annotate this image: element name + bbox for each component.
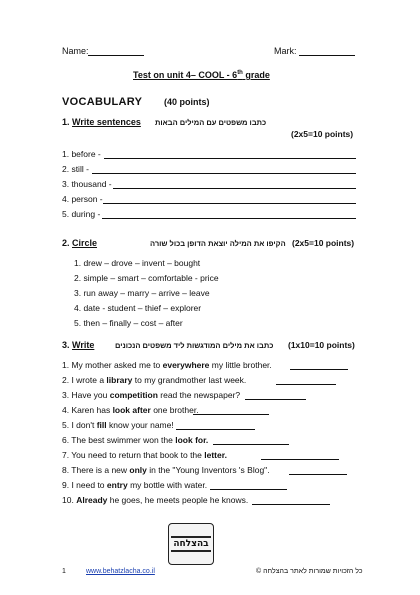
copyright-notice: כל הזכויות שמורות לאתר בהצלחה © <box>256 568 363 575</box>
section3-number: 3. <box>62 340 70 350</box>
section3-sentence: 8. There is a new only in the "Young Inventors 's Blog". <box>62 465 270 475</box>
answer-line[interactable] <box>290 369 348 370</box>
answer-line[interactable] <box>276 384 336 385</box>
section3-sentence: 9. I need to entry my bottle with water. <box>62 480 208 490</box>
vocabulary-heading: VOCABULARY <box>62 96 143 108</box>
page-title: Test on unit 4– COOL - 6th grade <box>133 70 270 80</box>
section2-list-item: 1. drew – drove – invent – bought <box>74 258 201 268</box>
behatzlacha-logo: בהצלחה <box>168 523 214 565</box>
mark-label: Mark: <box>274 46 297 56</box>
section3-sentence: 6. The best swimmer won the look for. <box>62 435 209 445</box>
section3-sentence: 7. You need to return that book to the letter. <box>62 450 227 460</box>
vocabulary-points: (40 points) <box>164 97 210 107</box>
section2-points: (2x5=10 points) <box>292 238 355 248</box>
section2-number: 2. <box>62 238 70 248</box>
section3-hebrew-instruction: כתבו את מילים המודגשות ליד משפטים הנכונים <box>115 341 274 350</box>
section2-list-item: 3. run away – marry – arrive – leave <box>74 288 210 298</box>
answer-line[interactable] <box>261 459 339 460</box>
section1-item-label: 5. during - <box>62 209 101 219</box>
mark-field[interactable] <box>299 55 355 56</box>
section1-item-label: 3. thousand - <box>62 179 112 189</box>
answer-line[interactable] <box>92 173 356 174</box>
section3-sentence: 5. I don't fill know your name! <box>62 420 174 430</box>
answer-line[interactable] <box>252 504 330 505</box>
page-number: 1 <box>62 568 66 575</box>
answer-line[interactable] <box>213 444 289 445</box>
answer-line[interactable] <box>103 203 356 204</box>
section2-list-item: 5. then – finally – cost – after <box>74 318 183 328</box>
section1-item-label: 4. person - <box>62 194 103 204</box>
section2-title: Circle <box>72 238 98 248</box>
name-field[interactable] <box>88 55 144 56</box>
answer-line[interactable] <box>210 489 287 490</box>
section3-sentence: 2. I wrote a library to my grandmother last week. <box>62 375 247 385</box>
section1-title: Write sentences <box>72 117 141 127</box>
section2-list-item: 2. simple – smart – comfortable - price <box>74 273 219 283</box>
answer-line[interactable] <box>104 158 356 159</box>
answer-line[interactable] <box>102 218 356 219</box>
section3-sentence: 10. Already he goes, he meets people he knows. <box>62 495 249 505</box>
website-link[interactable]: www.behatzlacha.co.il <box>86 568 155 575</box>
section1-item-label: 1. before - <box>62 149 101 159</box>
answer-line[interactable] <box>193 414 269 415</box>
section1-number: 1. <box>62 117 70 127</box>
answer-line[interactable] <box>176 429 255 430</box>
section3-sentence: 4. Karen has look after one brother. <box>62 405 199 415</box>
answer-line[interactable] <box>289 474 347 475</box>
answer-line[interactable] <box>245 399 306 400</box>
name-label: Name: <box>62 46 89 56</box>
answer-line[interactable] <box>113 188 356 189</box>
section1-item-label: 2. still - <box>62 164 89 174</box>
section1-points: (2x5=10 points) <box>291 129 354 139</box>
section2-list-item: 4. date - student – thief – explorer <box>74 303 202 313</box>
section2-hebrew-instruction: הקיפו את המילה יוצאת הדופן בכול שורה <box>150 239 286 248</box>
section1-hebrew-instruction: כתבו משפטים עם המילים הבאות <box>155 118 267 127</box>
section3-sentence: 1. My mother asked me to everywhere my little brother. <box>62 360 272 370</box>
section3-title: Write <box>72 340 95 350</box>
section3-sentence: 3. Have you competition read the newspaper? <box>62 390 241 400</box>
section3-points: (1x10=10 points) <box>288 340 355 350</box>
